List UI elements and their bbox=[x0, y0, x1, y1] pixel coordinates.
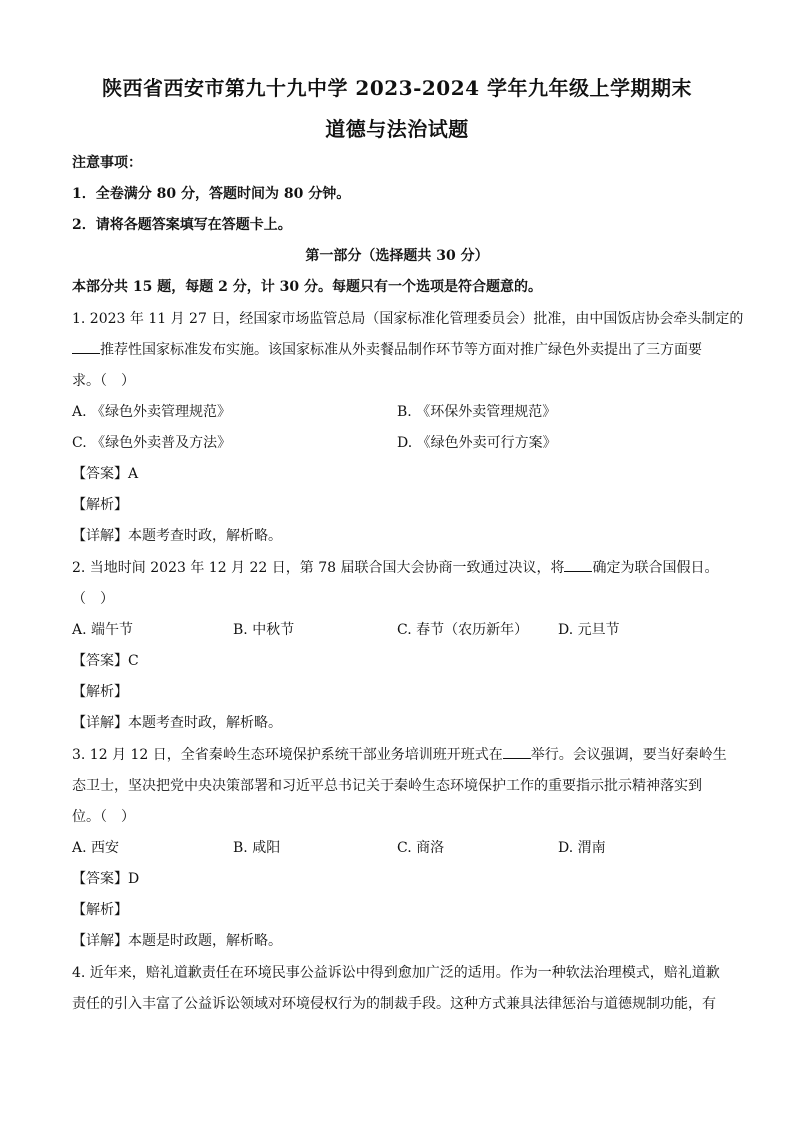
q1-stem-line1: 1. 2023 年 11 月 27 日，经国家市场监管总局（国家标准化管理委员会）批准，由中国饭店协会牵头制定的 bbox=[72, 311, 744, 327]
exam-title-line2: 道德与法治试题 bbox=[325, 117, 469, 141]
q3-detail: 【详解】本题是时政题，解析略。 bbox=[72, 933, 282, 949]
q3-answer: 【答案】D bbox=[72, 871, 140, 887]
section-instruction: 本部分共 15 题，每题 2 分，计 30 分。每题只有一个选项是符合题意的。 bbox=[72, 279, 542, 295]
q2-fill-blank bbox=[564, 559, 592, 572]
q2-stem-line1: 2. 当地时间 2023 年 12 月 22 日，第 78 届联合国大会协商一致通过决议，将 确定为联合国假日。 bbox=[72, 560, 719, 576]
q1-fill-blank bbox=[72, 341, 100, 354]
q1-option-c: C. 《绿色外卖普及方法》 bbox=[72, 435, 232, 451]
q3-stem-line2: 态卫士，坚决把党中央决策部署和习近平总书记关于秦岭生态环境保护工作的重要指示批示精神落实到 bbox=[72, 778, 702, 794]
q1-option-b: B. 《环保外卖管理规范》 bbox=[397, 404, 557, 420]
q1-analysis: 【解析】 bbox=[72, 497, 128, 513]
q3-analysis: 【解析】 bbox=[72, 902, 128, 918]
q2-option-d: D. 元旦节 bbox=[558, 622, 620, 638]
q4-stem-line2: 责任的引入丰富了公益诉讼领域对环境侵权行为的制裁手段。这种方式兼具法律惩治与道德规制功能，有 bbox=[72, 996, 716, 1012]
q1-stem-line3: 求。（ ） bbox=[72, 373, 135, 389]
q1-answer: 【答案】A bbox=[72, 466, 139, 482]
q1-stem-line2: 推荐性国家标准发布实施。该国家标准从外卖餐品制作环节等方面对推广绿色外卖提出了三方面要 bbox=[72, 339, 722, 359]
notes-item-1: 1．全卷满分 80 分，答题时间为 80 分钟。 bbox=[72, 186, 351, 202]
q3-option-c: C. 商洛 bbox=[397, 840, 445, 856]
q3-fill-blank bbox=[503, 746, 531, 759]
q3-option-a: A. 西安 bbox=[72, 840, 120, 856]
q3-stem-line1: 3. 12 月 12 日，全省秦岭生态环境保护系统干部业务培训班开班式在 举行。会议强调，要当好秦岭生 bbox=[72, 747, 727, 763]
notes-heading: 注意事项： bbox=[72, 155, 142, 171]
q1-option-d: D. 《绿色外卖可行方案》 bbox=[397, 435, 557, 451]
q2-option-c: C. 春节（农历新年） bbox=[397, 622, 529, 638]
q1-detail: 【详解】本题考查时政，解析略。 bbox=[72, 528, 282, 544]
q2-answer: 【答案】C bbox=[72, 653, 139, 669]
q1-option-a: A. 《绿色外卖管理规范》 bbox=[72, 404, 232, 420]
q2-option-a: A. 端午节 bbox=[72, 622, 134, 638]
q2-detail: 【详解】本题考查时政，解析略。 bbox=[72, 715, 282, 731]
q3-option-b: B. 咸阳 bbox=[233, 840, 281, 856]
q3-stem-line3: 位。（ ） bbox=[72, 809, 135, 825]
q3-option-d: D. 渭南 bbox=[558, 840, 606, 856]
q2-analysis: 【解析】 bbox=[72, 684, 128, 700]
q2-stem-line2: （ ） bbox=[72, 591, 114, 607]
section-title: 第一部分（选择题共 30 分） bbox=[305, 248, 489, 264]
exam-title-line1: 陕西省西安市第九十九中学 2023-2024 学年九年级上学期期末 bbox=[101, 76, 693, 100]
q4-stem-line1: 4. 近年来，赔礼道歉责任在环境民事公益诉讼中得到愈加广泛的适用。作为一种软法治理模式，赔礼道歉 bbox=[72, 965, 720, 981]
q2-option-b: B. 中秋节 bbox=[233, 622, 295, 638]
notes-item-2: 2．请将各题答案填写在答题卡上。 bbox=[72, 217, 292, 233]
